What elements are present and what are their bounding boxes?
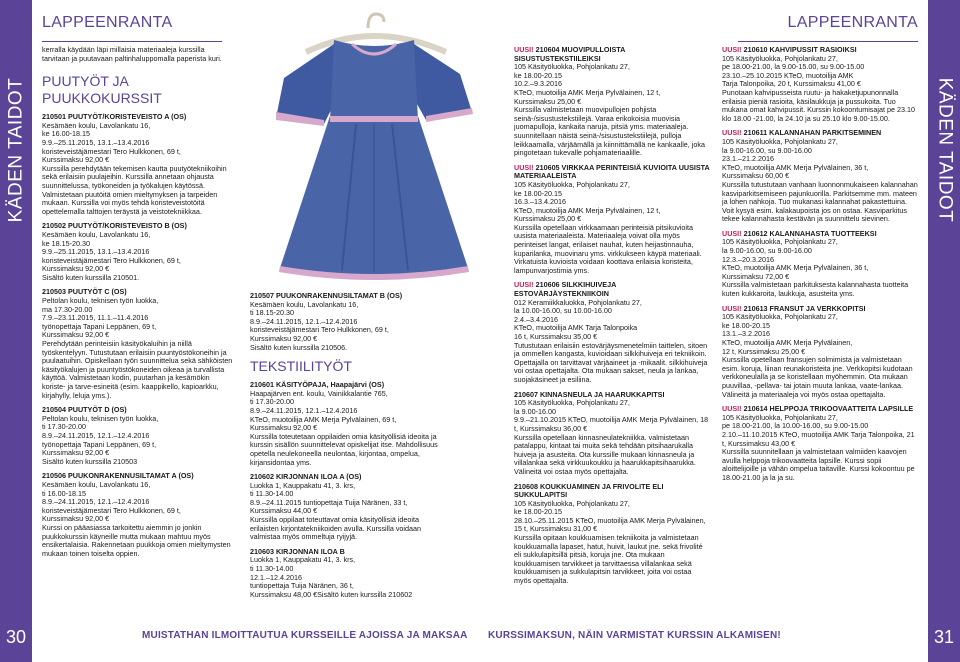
course-entry <box>722 305 918 400</box>
course-description: Kurssilla opetellaan fransujen solmimista ja valmistetaan esim. koruja, liinan reunakoristeita jne. Verkkopitsi kudotaan verkkoneulalla ja se koristellaan myöhemmin. Ota mukaan puuvillaa, -pellava- tai jotain muuta lankaa, vaate-lankaa. Välineitä ja materiaaleja voi myös ostaa opettajalta. <box>722 355 913 399</box>
course-detail: 16.3.–13.4.2016 <box>514 197 566 207</box>
course-detail: Sisältö kuten kurssilla 210501. <box>42 272 140 282</box>
course-detail: 10.2.–9.3.2016 <box>514 79 562 89</box>
column-2 <box>250 292 446 608</box>
course-detail: ti 18.15-20.30 <box>250 308 294 318</box>
column-3 <box>514 46 710 606</box>
footer-text-right: KURSSIMAKSUN, NÄIN VARMISTAT KURSSIN ALKAMISEN! <box>488 630 781 641</box>
course-title: 210504 PUUTYÖT D (OS) <box>42 405 127 415</box>
course-detail: ke 16.00-18.15 <box>42 129 90 139</box>
course-detail: ke 18.00-20.15 <box>514 507 562 517</box>
course-detail: 2.10.–11.10.2015 KTeO, muotoilija AMK Tarja Talonpoika, 21 t, Kurssimaksu 43,00 € <box>722 429 915 448</box>
course-detail: työnopettaja Tapani Leppänen, 69 t, <box>42 439 157 449</box>
course-entry <box>722 46 918 123</box>
course-entry <box>250 292 446 352</box>
course-list-col3 <box>514 46 710 586</box>
course-detail: koristeveistäjämestari Tero Hulkkonen, 69 t, <box>42 255 181 265</box>
course-detail: koristeveistäjämestari Tero Hulkkonen, 69 t, <box>42 505 181 515</box>
course-description: Kurssilla opetellaan virkkaamaan perinteisiä pitsikuvioita uusista materiaaleista. Materiaaleja voivat olla myös perinteiset langat, erilaiset nauhat, kuten heijastinnauha, kuparilanka, muovinaru yms. virkkukseen käypä materiaali. Virkatuista kuvioista voidaan koottava erilaisia koristeita, lampunvarjostimia yms. <box>514 222 702 275</box>
course-entry <box>514 46 710 158</box>
course-list-tekstiili <box>250 381 446 599</box>
course-detail: Kesämäen koulu, Lavolankatu 16, <box>250 299 359 309</box>
page-header-right: LAPPEENRANTA <box>738 14 918 42</box>
course-detail: KTeO, muotoilija AMK Merja Pylvälainen, 36 t, <box>722 263 869 273</box>
course-code <box>514 46 710 63</box>
course-title: 210607 KINNASNEULA JA HAARUKKAPITSI <box>514 389 665 399</box>
course-title: 210612 KALANNAHASTA TUOTTEEKSI <box>741 228 877 238</box>
course-description: Tutustutaan erilaisiin estovärjäysmenetelmiin taittelen, sitoen ja ommellen kangasta, kuvioidaan silkkihuiveja eri tekniikoin. Opettajalla on tarvittavat värjäaineet ja -mikaalit. silkkihuiveja voi ostaa opettajalta. Ota mukaan sakset, neula ja lankaa, suojakäsineet ja esiliina. <box>514 340 708 384</box>
course-detail: koristeveistäjämestari Tero Hulkkonen, 69 t, <box>250 325 389 335</box>
page-header-left: LAPPEENRANTA <box>42 14 222 42</box>
course-detail: Luokka 1, Kauppakatu 41, 3. krs, <box>250 480 356 490</box>
course-detail: Kesämäen koulu, Lavolankatu 16, <box>42 120 151 130</box>
course-detail: 23.10.–25.10.2015 KTeO, muotoilija AMK <box>722 70 854 80</box>
course-detail: 12.3.–20.3.2016 <box>722 254 774 264</box>
course-detail: 28.10.–25.11.2015 KTeO, muotoilija AMK Merja Pylvälainen, 15 t, Kurssimaksu 31,00 € <box>514 515 706 534</box>
course-detail: la 10.00-16.00, su 10.00-16.00 <box>514 306 612 316</box>
course-entry <box>250 548 446 600</box>
course-title: 210603 KIRJONNAN ILOA B <box>250 546 345 556</box>
course-detail: Kurssimaksu 48,00 €Sisältö kuten kurssilla 210602 <box>250 589 413 599</box>
course-detail: 012 Keramiikkaluokka, Pohjolankatu 27, <box>514 297 642 307</box>
course-code <box>514 281 710 298</box>
course-detail: Tarja Talonpoika, 20 t, Kurssimaksu 41,00 € <box>722 79 861 89</box>
course-detail: 105 Käsityöluokka, Pohjolankatu 27, <box>722 412 838 422</box>
new-badge: UUSI! <box>722 128 742 138</box>
course-detail: Kesämäen koulu, Lavolankatu 16, <box>42 229 151 239</box>
course-detail: KTeO, muotoilija AMK Merja Pylvälainen, 12 t, <box>514 87 661 97</box>
course-detail: 105 Käsityöluokka, Pohjolankatu 27, <box>722 312 838 322</box>
course-entry <box>42 472 234 558</box>
course-detail: ma 17.30-20.00 <box>42 304 93 314</box>
course-detail: 105 Käsityöluokka, Pohjolankatu 27, <box>722 237 838 247</box>
course-detail: ke 18.00-20.15 <box>722 320 770 330</box>
side-tab-right <box>928 0 960 662</box>
course-detail: 2.4.–3.4.2016 <box>514 314 558 324</box>
course-detail: pe 18.00-21.00, la 9.00-15.00, su 9.00-15.00 <box>722 62 865 72</box>
section-title-tekstiilityot: TEKSTIILITYÖT <box>250 358 352 375</box>
course-detail: Kurssimaksu 72,00 € <box>722 271 790 281</box>
course-description: Punotaan kahvipusseista ruutu- ja hakaketjupunonnalla erilaisia pieniä rasioita, käsilaukkuja ja pussukoita. Tuo mukana omat kahvipussit. Kurssin kokoontumisajat pe 23.10 klo 18.00 -21.00, la 24.10 ja su 25.10 klo 9.00-15.00. <box>722 87 915 123</box>
course-detail: Peltolan koulu, teknisen työn luokka, <box>42 296 159 306</box>
course-detail: 12 t, Kurssimaksu 25,00 € <box>722 346 806 356</box>
course-detail: ke 18.00-20.15 <box>514 188 562 198</box>
course-detail: ti 16.00-18.15 <box>42 488 86 498</box>
course-detail: Kesämäen koulu, Lavolankatu 16, <box>42 479 151 489</box>
course-detail: 23.1.–21.2.2016 <box>722 154 774 164</box>
course-entry <box>42 288 234 400</box>
course-title: 210606 SILKKIHUIVEJA ESTOVÄRJÄYSTEKNIIKOIN <box>514 280 617 299</box>
course-detail: Kurssimaksu 92,00 € <box>42 514 110 524</box>
course-title: 210614 HELPPOJA TRIKOOVAATTEITA LAPSILLE <box>741 404 914 414</box>
course-description: Perehdytään perinteisiin käsityökaluihin ja niillä työskentelyyn. Tutustutaan erilaisiin puuntyöstökoneihin ja puulaatuihin. Opiskellaan työn suunnittelua sekä sähköisten käsityökalujen ja puuntyöstökoneiden oikeaa ja turvallista käyttöä. Valmistetaan kodin, puutarhan ja kesämökin koriste- ja tarve-esineitä (esim. kaappikello, kapioarkku, kirjahylly, leluja yms.). <box>42 339 233 400</box>
course-entry <box>514 164 710 276</box>
course-detail: KTeO, muotoilija AMK Merja Pylvälainen, 69 t, <box>250 414 397 424</box>
course-description: Kurssilla opetellaan kinnasneulatekniikka. valmistetaan patalappu, kintaat tai muita sekä tehdään pitsihaarukalla huiveja ja asusteita. Ota kurssille mukaan kinnasneula ja villalankaa sekä virkkuukoukku ja haarukkapitsihaarukka. Välineitä voi ostaa myös opettajalta. <box>514 432 696 476</box>
course-detail: ti 17.30-20.00 <box>42 422 86 432</box>
course-detail: KTeO, muotoilija AMK Merja Pylvälainen, 36 t, <box>722 162 869 172</box>
course-detail: KTeO, muotoilija AMK Merja Pylvälainen, 12 t, <box>514 205 661 215</box>
section-title-puutyot: PUUTYÖT JA PUUKKOKURSSIT <box>42 73 162 107</box>
course-description: Kurssilla suunnitellaan ja valmistetaan valmiiden kaavojen avulla helppoja trikoovaatteita lapsille. Kurssi sopii aloittelijoille ja vähän ompelua taitaville. Kurssi kokoontuu pe 18.00-21.00 ja la ja su. <box>722 447 915 482</box>
course-detail: la 9.00-16.00 <box>514 406 556 416</box>
new-badge: UUSI! <box>514 46 534 54</box>
course-detail: 9.9.–25.11.2015, 13.1.–13.4.2016 <box>42 137 150 147</box>
course-description: Kurssilla perehdytään tekemisen kautta puutyötekniikoihin sekä erilaisiin puulajeihin. Kurssilla annetaan ohjausta suunnittelussa, työkoneiden ja työkalujen käytössä. Valmistetaan puutöitä omien mieltymyksen ja tarpeiden mukaan. Kurssilla voi myös tehdä koristeveistotöitä opettelemalla talttojen teräystä ja veistotekniikkaa. <box>42 163 227 216</box>
course-title: 210601 KÄSITYÖPAJA, Haapajärvi (OS) <box>250 380 385 390</box>
page-number-left: 30 <box>5 627 27 647</box>
course-detail: Haapajärven ent. koulu, Vainikkalantie 765, <box>250 388 388 398</box>
course-title: 210507 PUUKONRAKENNUSILTAMAT B (OS) <box>250 292 403 300</box>
course-detail: 105 Käsityöluokka, Pohjolankatu 27, <box>514 398 630 408</box>
course-detail: 105 Käsityöluokka, Pohjolankatu 27, <box>722 136 838 146</box>
course-description: Kurssilla tutustutaan vanhaan luonnonmukaiseen kalannahan kasviparkitsemiseen pajunkuorilla. Parkitsemme mm. mateen ja lohen nahkoja. Tuo mukanasi kalannahat pakastettuina. Voit kysyä esim. kalakaupoista jos on ostaa. Kasviparkitus tekee kalannahasta kestävän ja suunnittelu sievinen. <box>722 179 918 224</box>
course-entry <box>250 473 446 542</box>
course-entry <box>42 406 234 466</box>
course-detail: Sisältö kuten kurssilla 210503 <box>42 456 138 466</box>
course-title: 210604 MUOVIPULLOISTA SISUSTUSTEKSTIILEIKSI <box>514 46 626 63</box>
course-entry <box>722 405 918 482</box>
course-detail: 7.9.–23.11.2015, 11.1.–11.4.2016 <box>42 313 149 323</box>
course-code <box>514 164 710 181</box>
course-title: 210608 KOUKKUAMINEN JA FRIVOLITE ELI SUKKULAPITSI <box>514 481 664 500</box>
side-label-left: KÄDEN TAIDOT <box>5 77 26 223</box>
course-title: 210506 PUUKONRAKENNUSILTAMAT A (OS) <box>42 471 194 481</box>
course-title: 210503 PUUTYÖT C (OS) <box>42 287 127 297</box>
course-entry <box>722 230 918 299</box>
course-title: 210611 KALANNAHAN PARKITSEMINEN <box>741 128 882 138</box>
course-entry <box>514 391 710 477</box>
course-detail: pe 18.00-21.00, la 10.00-16.00, su 9.00-15.00 <box>722 421 869 431</box>
course-entry <box>250 381 446 467</box>
course-description: Kurssilla toteutetaan oppilaiden omia käsityöllisiä ideoita ja kurssin sisällön suunnittelevat opiskelijat itse. Mahdollisuus opetella neulekoneella neulontaa, kirjontaa, ompelua, kirjansidontaa yms. <box>250 431 438 467</box>
course-title: 210502 PUUTYÖT/KORISTEVEISTO B (OS) <box>42 221 187 231</box>
course-detail: 105 Käsityöluokka, Pohjolankatu 27, <box>722 53 838 63</box>
dress-image <box>246 0 502 285</box>
course-description: Kurssilla oppilaat toteuttavat omia käsityöllisiä ideoita erilaisten kirjontatekniikoiden avulla. Kurssilla voidaan valmistaa myös ommeltuja ryijyjä. <box>250 515 421 542</box>
course-detail: Kurssimaksu 60,00 € <box>722 171 790 181</box>
side-label-right: KÄDEN TAIDOT <box>934 77 955 223</box>
course-detail: KTeO, muotoilija AMK Merja Pylvälainen, <box>722 338 853 347</box>
course-detail: koristeveistäjämestari Tero Hulkkonen, 69 t, <box>42 146 181 156</box>
course-detail: KTeO, muotoilija AMK Tarja Talonpoika <box>514 323 638 333</box>
course-detail: Sisältö kuten kurssilla 210506. <box>250 342 348 352</box>
course-entry <box>514 281 710 384</box>
course-detail: 8.9.–24.11.2015, 12.1.–12.4.2016 <box>42 497 150 507</box>
course-detail: 105 Käsityöluokka, Pohjolankatu 27, <box>514 179 630 189</box>
course-detail: 8.9.–24.11.2015, 12.1.–12.4.2016 <box>250 405 358 415</box>
course-title: 210613 FRANSUT JA VERKKOPITSI <box>741 303 866 313</box>
new-badge: UUSI! <box>722 46 742 54</box>
course-title: 210610 KAHVIPUSSIT RASIOIKSI <box>741 46 857 54</box>
course-detail: työnopettaja Tapani Leppänen, 69 t, <box>42 321 157 331</box>
new-badge: UUSI! <box>722 404 742 414</box>
course-detail: la 9.00-16.00, su 9.00-16.00 <box>722 246 812 256</box>
course-detail: 9.9.–25.11.2015, 13.1.–13.4.2016 <box>42 247 150 257</box>
course-detail: 105 Käsityöluokka, Pohjolankatu 27, <box>514 498 630 508</box>
course-detail: tuntiopettaja Tuija Näränen, 36 t, <box>250 581 354 591</box>
course-detail: Peltolan koulu, teknisen työn luokka, <box>42 413 159 423</box>
course-detail: 8.9.–24.11.2015, 12.1.–12.4.2016 <box>250 316 358 326</box>
course-title: 210605 VIRKKAA PERINTEISIÄ KUVIOITA UUSISTA MATERIAALEISTA <box>514 162 710 181</box>
course-entry <box>42 222 234 282</box>
dress-photo <box>246 0 502 285</box>
course-description: Kurssi on pääasiassa tarkoitettu aiemmin jo jonkin puukkokurssin käyneille mutta mukaan mahtuu myös ensikertalaisia. Rakennetaan puukkoja omien mieltymysten mukaan toinen toiselta oppien. <box>42 522 231 558</box>
intro-text: kerralla käydään läpi millaisia materiaaleja kurssilla tarvitaan ja puutavaan paltinhaluppomalla paperista kuri. <box>42 46 222 63</box>
course-detail: Kurssimaksu 92,00 € <box>250 423 318 433</box>
course-title: 210501 PUUTYÖT/KORISTEVEISTO A (OS) <box>42 112 187 122</box>
course-detail: Luokka 1, Kauppakatu 41, 3. krs, <box>250 555 356 565</box>
course-detail: 9.9.–21.10.2015 KTeO, muotoilija AMK Merja Pylvälainen, 18 t, Kurssimaksu 36,00 € <box>514 415 709 433</box>
side-tab-left <box>0 0 32 662</box>
course-detail: 13.1.–3.2.2016 <box>722 329 770 339</box>
course-detail: Kurssimaksu 92,00 € <box>42 448 110 458</box>
course-detail: ke 18.15-20.30 <box>42 238 90 248</box>
course-detail: 16 t, Kurssimaksu 35,00 € <box>514 332 598 341</box>
course-entry <box>42 113 234 216</box>
course-list-col4 <box>722 46 918 483</box>
new-badge: UUSI! <box>514 280 534 290</box>
course-detail: Kurssimaksu 92,00 € <box>42 264 110 274</box>
course-detail: 105 Käsityöluokka, Pohjolankatu 27, <box>514 62 630 72</box>
course-detail: ti 11.30-14.00 <box>250 564 294 574</box>
course-detail: Kurssimaksu 92,00 € <box>42 155 110 165</box>
course-detail: 12.1.–12.4.2016 <box>250 572 302 582</box>
new-badge: UUSI! <box>722 228 742 238</box>
new-badge: UUSI! <box>722 303 742 313</box>
course-list-puutyot <box>42 113 234 558</box>
course-description: Kurssilla opitaan koukkuamisen tekniikoita ja valmistetaan koukkuamalla lapaset, hatut, huivit, laukut jne. sekä frivolité eli sukkulapitsillä pitsiä, koruja jne. Ota mukaan koukkuamisen tarvikkeet ja tarvittaessa villalankaa sekä koukkuamisen ja sukkulapitsin tarvikkeet, joita voi ostaa myös opettajalta. <box>514 533 703 586</box>
course-detail: Kurssimaksu 92,00 € <box>250 333 318 343</box>
dress-bodice <box>330 40 418 120</box>
column-1 <box>42 46 234 606</box>
course-description: Kurssilla valmistetaan muovipullojen pohjista seinä-/sisustustekstiilejä. Varaa erikokoisia muovisia juomapulloja, kankaita naruja, pitsiä yms. materiaaleja. suunnitellaan näistä seinä-/sisustustekstiilejä, pulloja leikkaamalla, värjäämällä ja kiinnittämällä ne kankaalle, joka pingotetaan tukevalle pohjamateriaalille. <box>514 105 705 158</box>
page-number-right: 31 <box>933 627 955 647</box>
course-description: Kurssilla valmistetaan parkituksesta kalannahasta tuotteita kuten kukkaroita, laukkuja, asusteita yms. <box>722 280 909 299</box>
column-4 <box>722 46 918 606</box>
course-code <box>514 483 710 500</box>
course-detail: Kurssimaksu 25,00 € <box>514 214 582 224</box>
footer-text-left: MUISTATHAN ILMOITTAUTUA KURSSEILLE AJOISSA JA MAKSAA <box>142 630 468 641</box>
course-list-puutyot-continued <box>250 292 446 352</box>
new-badge: UUSI! <box>514 162 534 172</box>
course-detail: ke 18.00-20.15 <box>514 70 562 80</box>
course-detail: 8.9.–24.11.2015 tuntiopettaja Tuija Näränen, 33 t, Kurssimaksu 44,00 € <box>250 497 408 516</box>
course-entry <box>722 129 918 224</box>
course-detail: 8.9.–24.11.2015, 12.1.–12.4.2016 <box>42 430 150 440</box>
course-detail: ti 11.30-14.00 <box>250 489 294 499</box>
course-entry <box>514 483 710 586</box>
course-detail: Kurssimaksu 92,00 € <box>42 330 110 340</box>
course-detail: ti 17.30-20.00 <box>250 397 294 407</box>
course-title: 210602 KIRJONNAN ILOA A (OS) <box>250 472 362 482</box>
course-detail: Kurssimaksu 25,00 € <box>514 96 582 106</box>
course-detail: la 9.00-16.00, su 9.00-16.00 <box>722 145 812 155</box>
